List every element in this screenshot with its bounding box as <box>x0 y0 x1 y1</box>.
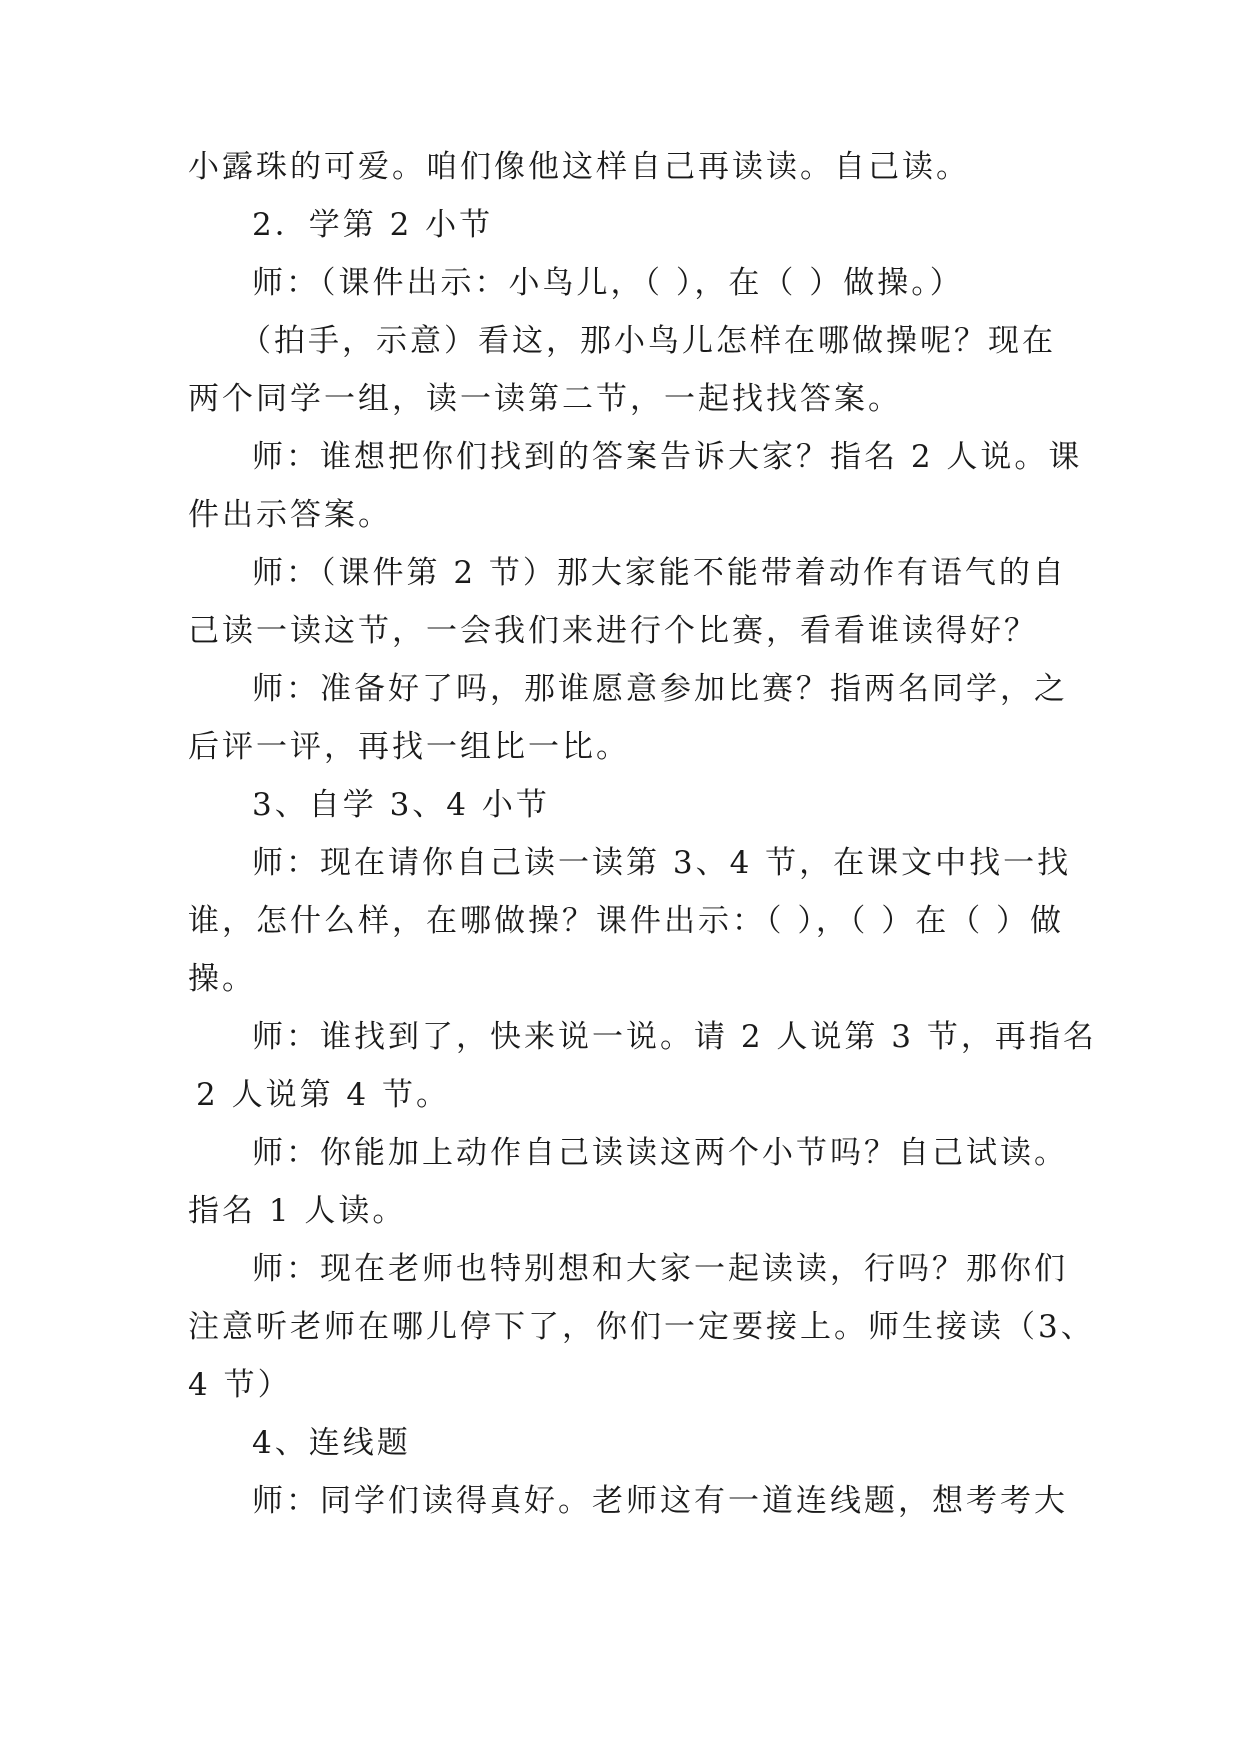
section-heading: 3、自学 3、4 小节 <box>252 787 550 823</box>
text-line: 小露珠的可爱。咱们像他这样自己再读读。自己读。 <box>188 149 970 185</box>
text-line: 师：（课件第 2 节）那大家能不能带着动作有语气的自 <box>252 555 1067 591</box>
text-line: 师：谁找到了，快来说一说。请 2 人说第 3 节，再指名 <box>252 1019 1097 1055</box>
text-line: 师：（课件出示：小鸟儿，（ ），在（ ）做操。） <box>252 265 964 301</box>
text-line: 4 节） <box>188 1367 292 1403</box>
text-line: 师：同学们读得真好。老师这有一道连线题，想考考大 <box>252 1483 1068 1519</box>
text-line: 师：谁想把你们找到的答案告诉大家？指名 2 人说。课 <box>252 439 1083 475</box>
text-line: 师：你能加上动作自己读读这两个小节吗？自己试读。 <box>252 1135 1068 1171</box>
text-line: 指名 1 人读。 <box>188 1193 407 1229</box>
document-body <box>188 138 1097 1530</box>
text-line: 师：现在请你自己读一读第 3、4 节，在课文中找一找 <box>252 845 1072 881</box>
section-heading: 4、连线题 <box>252 1425 411 1461</box>
section-heading: 2．学第 2 小节 <box>252 207 494 243</box>
text-line: 师：现在老师也特别想和大家一起读读，行吗？那你们 <box>252 1251 1068 1287</box>
text-line: 后评一评，再找一组比一比。 <box>188 729 630 765</box>
text-line: 2 人说第 4 节。 <box>196 1077 451 1113</box>
text-line: 件出示答案。 <box>188 497 392 533</box>
text-line: 谁，怎什么样，在哪做操？课件出示：（ ），（ ）在（ ）做 <box>188 903 1065 939</box>
text-line: 己读一读这节，一会我们来进行个比赛，看看谁读得好？ <box>188 613 1038 649</box>
text-line: 两个同学一组，读一读第二节，一起找找答案。 <box>188 381 902 417</box>
text-line: 注意听老师在哪儿停下了，你们一定要接上。师生接读（3、 <box>188 1309 1095 1345</box>
text-line: （拍手，示意）看这，那小鸟儿怎样在哪做操呢？现在 <box>240 323 1056 359</box>
text-line: 操。 <box>188 961 256 997</box>
text-line: 师：准备好了吗，那谁愿意参加比赛？指两名同学，之 <box>252 671 1068 707</box>
